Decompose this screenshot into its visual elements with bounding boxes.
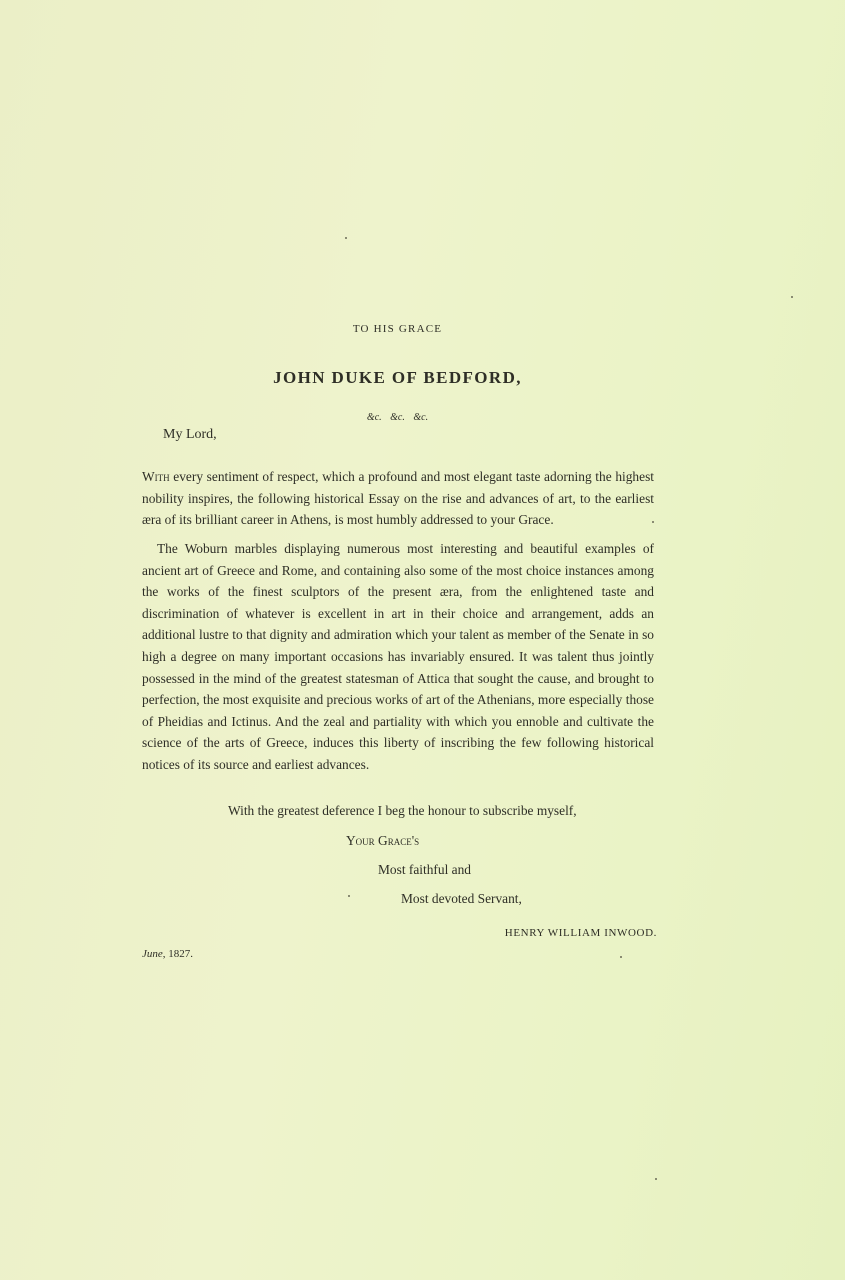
dedicatee-name: JOHN DUKE OF BEDFORD,	[273, 368, 522, 387]
salutation: My Lord,	[163, 427, 217, 442]
paragraph-2: The Woburn marbles displaying numerous most interesting and beautiful examples of ancient art of Greece and Rome, and containing also some of the most choice instances among the works of the finest sculptors of the present æra, from the enlightened taste and discrimination of whatever is excellent in art in their choice and arrangement, adds an additional lustre to that dignity and admiration which your talent as member of the Senate in so high a degree on many important occasions has invariably ensured. It was talent thus jointly possessed in the mind of the greatest statesman of Attica that sought the cause, and brought to perfection, the most exquisite and precious works of art of the Athenians, more especially those of Pheidias and Ictinus. And the zeal and partiality with which you ennoble and cultivate the science of the arts of Greece, induces this liberty of inscribing the few following historical notices of its source and earliest advances.	[142, 541, 654, 772]
paper-speck	[348, 895, 350, 897]
paper-speck	[791, 296, 793, 298]
paper-speck	[620, 956, 622, 958]
date-line	[142, 948, 193, 960]
paper-speck	[652, 521, 654, 523]
paper-speck	[345, 237, 347, 239]
closing-line-4: Most devoted Servant,	[401, 891, 522, 906]
dedication-to-line: TO HIS GRACE	[352, 323, 443, 335]
paragraph-1-text: every sentiment of respect, which a profound and most elegant taste adorning the highest nobility inspires, the following historical Essay on the rise and advances of art, to the earliest æra of its brilliant career in Athens, is most humbly addressed to your Grace.	[142, 469, 654, 528]
date-month: June	[142, 948, 163, 960]
closing-line-2: Your Grace's	[346, 833, 420, 848]
paragraph-1	[142, 466, 654, 531]
signature: HENRY WILLIAM INWOOD.	[504, 927, 657, 939]
date-year: , 1827.	[162, 948, 194, 960]
paper-speck	[655, 1178, 657, 1180]
honorifics-etc: &c. &c. &c.	[366, 412, 429, 423]
closing-line-1: With the greatest deference I beg the honour to subscribe myself,	[228, 803, 577, 818]
paragraph-1-opening-word: With	[142, 469, 170, 484]
closing-line-3: Most faithful and	[378, 862, 471, 877]
